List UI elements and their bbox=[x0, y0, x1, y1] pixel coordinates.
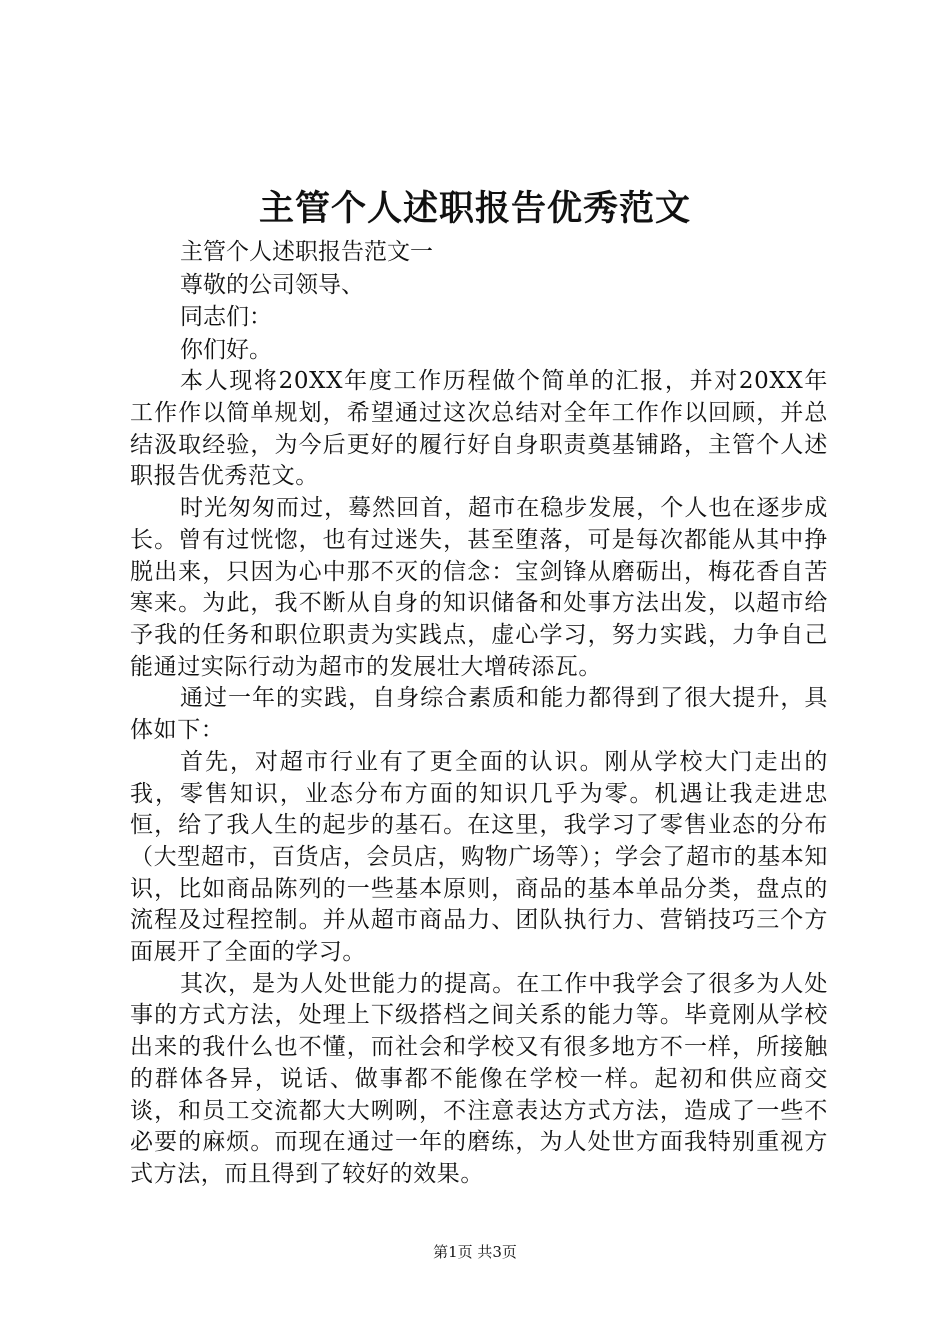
paragraph-intro: 本人现将20XX年度工作历程做个简单的汇报，并对20XX年工作作以简单规划，希望通过这次总结对全年工作作以回顾，并总结汲取经验，为今后更好的履行好自身职责奠基铺路，主管个人述职报告优秀范文。 bbox=[130, 368, 828, 490]
document-title: 主管个人述职报告优秀范文 bbox=[258, 188, 691, 229]
salutation-line-1: 尊敬的公司领导、 bbox=[180, 271, 364, 298]
document-body bbox=[130, 236, 828, 1191]
page-footer: 第1页 共3页 bbox=[433, 1243, 517, 1261]
paragraph-reflection: 时光匆匆而过，蓦然回首，超市在稳步发展，个人也在逐步成长。曾有过恍惚，也有过迷失，甚至堕落，可是每次都能从其中挣脱出来，只因为心中那不灭的信念：宝剑锋从磨砺出，梅花香自苦寒来。为此，我不断从自身的知识储备和处事方法出发，以超市给予我的任务和职位职责为实践点，虚心学习，努力实践，力争自己能通过实际行动为超市的发展壮大增砖添瓦。 bbox=[130, 495, 828, 680]
paragraph-second-point: 其次，是为人处世能力的提高。在工作中我学会了很多为人处事的方式方法，处理上下级搭档之间关系的能力等。毕竟刚从学校出来的我什么也不懂，而社会和学校又有很多地方不一样，所接触的群体各异，说话、做事都不能像在学校一样。起初和供应商交谈，和员工交流都大大咧咧，不注意表达方式方法，造成了一些不必要的麻烦。而现在通过一年的磨练，为人处世方面我特别重视方式方法，而且得到了较好的效果。 bbox=[130, 970, 828, 1187]
greeting-line: 你们好。 bbox=[180, 336, 272, 363]
paragraph-summary: 通过一年的实践，自身综合素质和能力都得到了很大提升，具体如下： bbox=[130, 685, 828, 744]
salutation-line-2: 同志们： bbox=[180, 304, 272, 331]
document-subtitle: 主管个人述职报告范文一 bbox=[180, 239, 433, 265]
paragraph-first-point: 首先，对超市行业有了更全面的认识。刚从学校大门走出的我，零售知识，业态分布方面的知识几乎为零。机遇让我走进忠恒，给了我人生的起步的基石。在这里，我学习了零售业态的分布（大型超市，百货店，会员店，购物广场等）；学会了超市的基本知识，比如商品陈列的一些基本原则，商品的基本单品分类，盘点的流程及过程控制。并从超市商品力、团队执行力、营销技巧三个方面展开了全面的学习。 bbox=[130, 748, 828, 966]
